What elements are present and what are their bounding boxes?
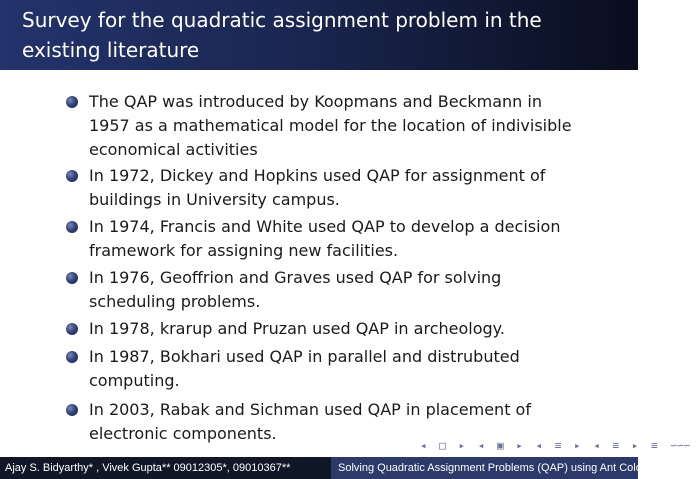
nav-next-icon[interactable]: ▸ — [631, 439, 639, 452]
nav-prev-icon[interactable]: ◂ — [535, 439, 543, 452]
nav-search-icon[interactable]: ∽∽∽ — [670, 439, 691, 452]
title-bar — [0, 0, 638, 70]
nav-prev-icon[interactable]: ◂ — [420, 439, 427, 452]
nav-section-icon[interactable]: ≡ — [612, 439, 620, 452]
nav-section-icon[interactable]: ≡ — [554, 439, 562, 452]
bullet-icon — [66, 404, 78, 416]
nav-prev-icon[interactable]: ◂ — [593, 439, 600, 452]
bullet-text: In 1987, Bokhari used QAP in parallel and distrubuted computing. — [89, 347, 520, 390]
navigation-controls[interactable] — [420, 439, 691, 453]
footer-left — [0, 457, 331, 479]
bullet-icon — [66, 96, 78, 108]
bullet-icon — [66, 272, 78, 284]
footer-authors: Ajay S. Bidyarthy* , Vivek Gupta** 09012305*, 09010367** — [5, 462, 291, 474]
bullet-text: The QAP was introduced by Koopmans and Beckmann in 1957 as a mathematical model for the location of indivisible economical activities — [89, 92, 572, 159]
nav-frame-icon[interactable]: □ — [439, 439, 446, 452]
nav-next-icon[interactable]: ▸ — [458, 439, 466, 452]
bullet-icon — [66, 170, 78, 182]
bullet-text: In 1972, Dickey and Hopkins used QAP for assignment of buildings in University campus. — [89, 166, 546, 209]
bullet-icon — [66, 323, 78, 335]
footer — [0, 457, 654, 479]
bullet-icon — [66, 221, 78, 233]
bullet-text: In 1974, Francis and White used QAP to develop a decision framework for assigning new facilities. — [89, 217, 561, 260]
footer-title: Solving Quadratic Assignment Problems (QAP) using Ant Colony — [338, 462, 654, 474]
nav-next-icon[interactable]: ▸ — [574, 439, 581, 452]
nav-prev-icon[interactable]: ◂ — [477, 439, 485, 452]
slide-title: Survey for the quadratic assignment problem in the existing literature — [22, 8, 542, 62]
bullet-icon — [66, 351, 78, 363]
nav-next-icon[interactable]: ▸ — [516, 439, 523, 452]
nav-menu-icon[interactable]: ≡ — [651, 439, 658, 452]
bullet-text: In 1978, krarup and Pruzan used QAP in archeology. — [89, 319, 505, 338]
bullet-text: In 2003, Rabak and Sichman used QAP in placement of electronic components. — [89, 400, 531, 443]
nav-subsection-icon[interactable]: ▣ — [497, 439, 504, 452]
footer-right — [331, 457, 654, 479]
bullet-text: In 1976, Geoffrion and Graves used QAP for solving scheduling problems. — [89, 268, 502, 311]
